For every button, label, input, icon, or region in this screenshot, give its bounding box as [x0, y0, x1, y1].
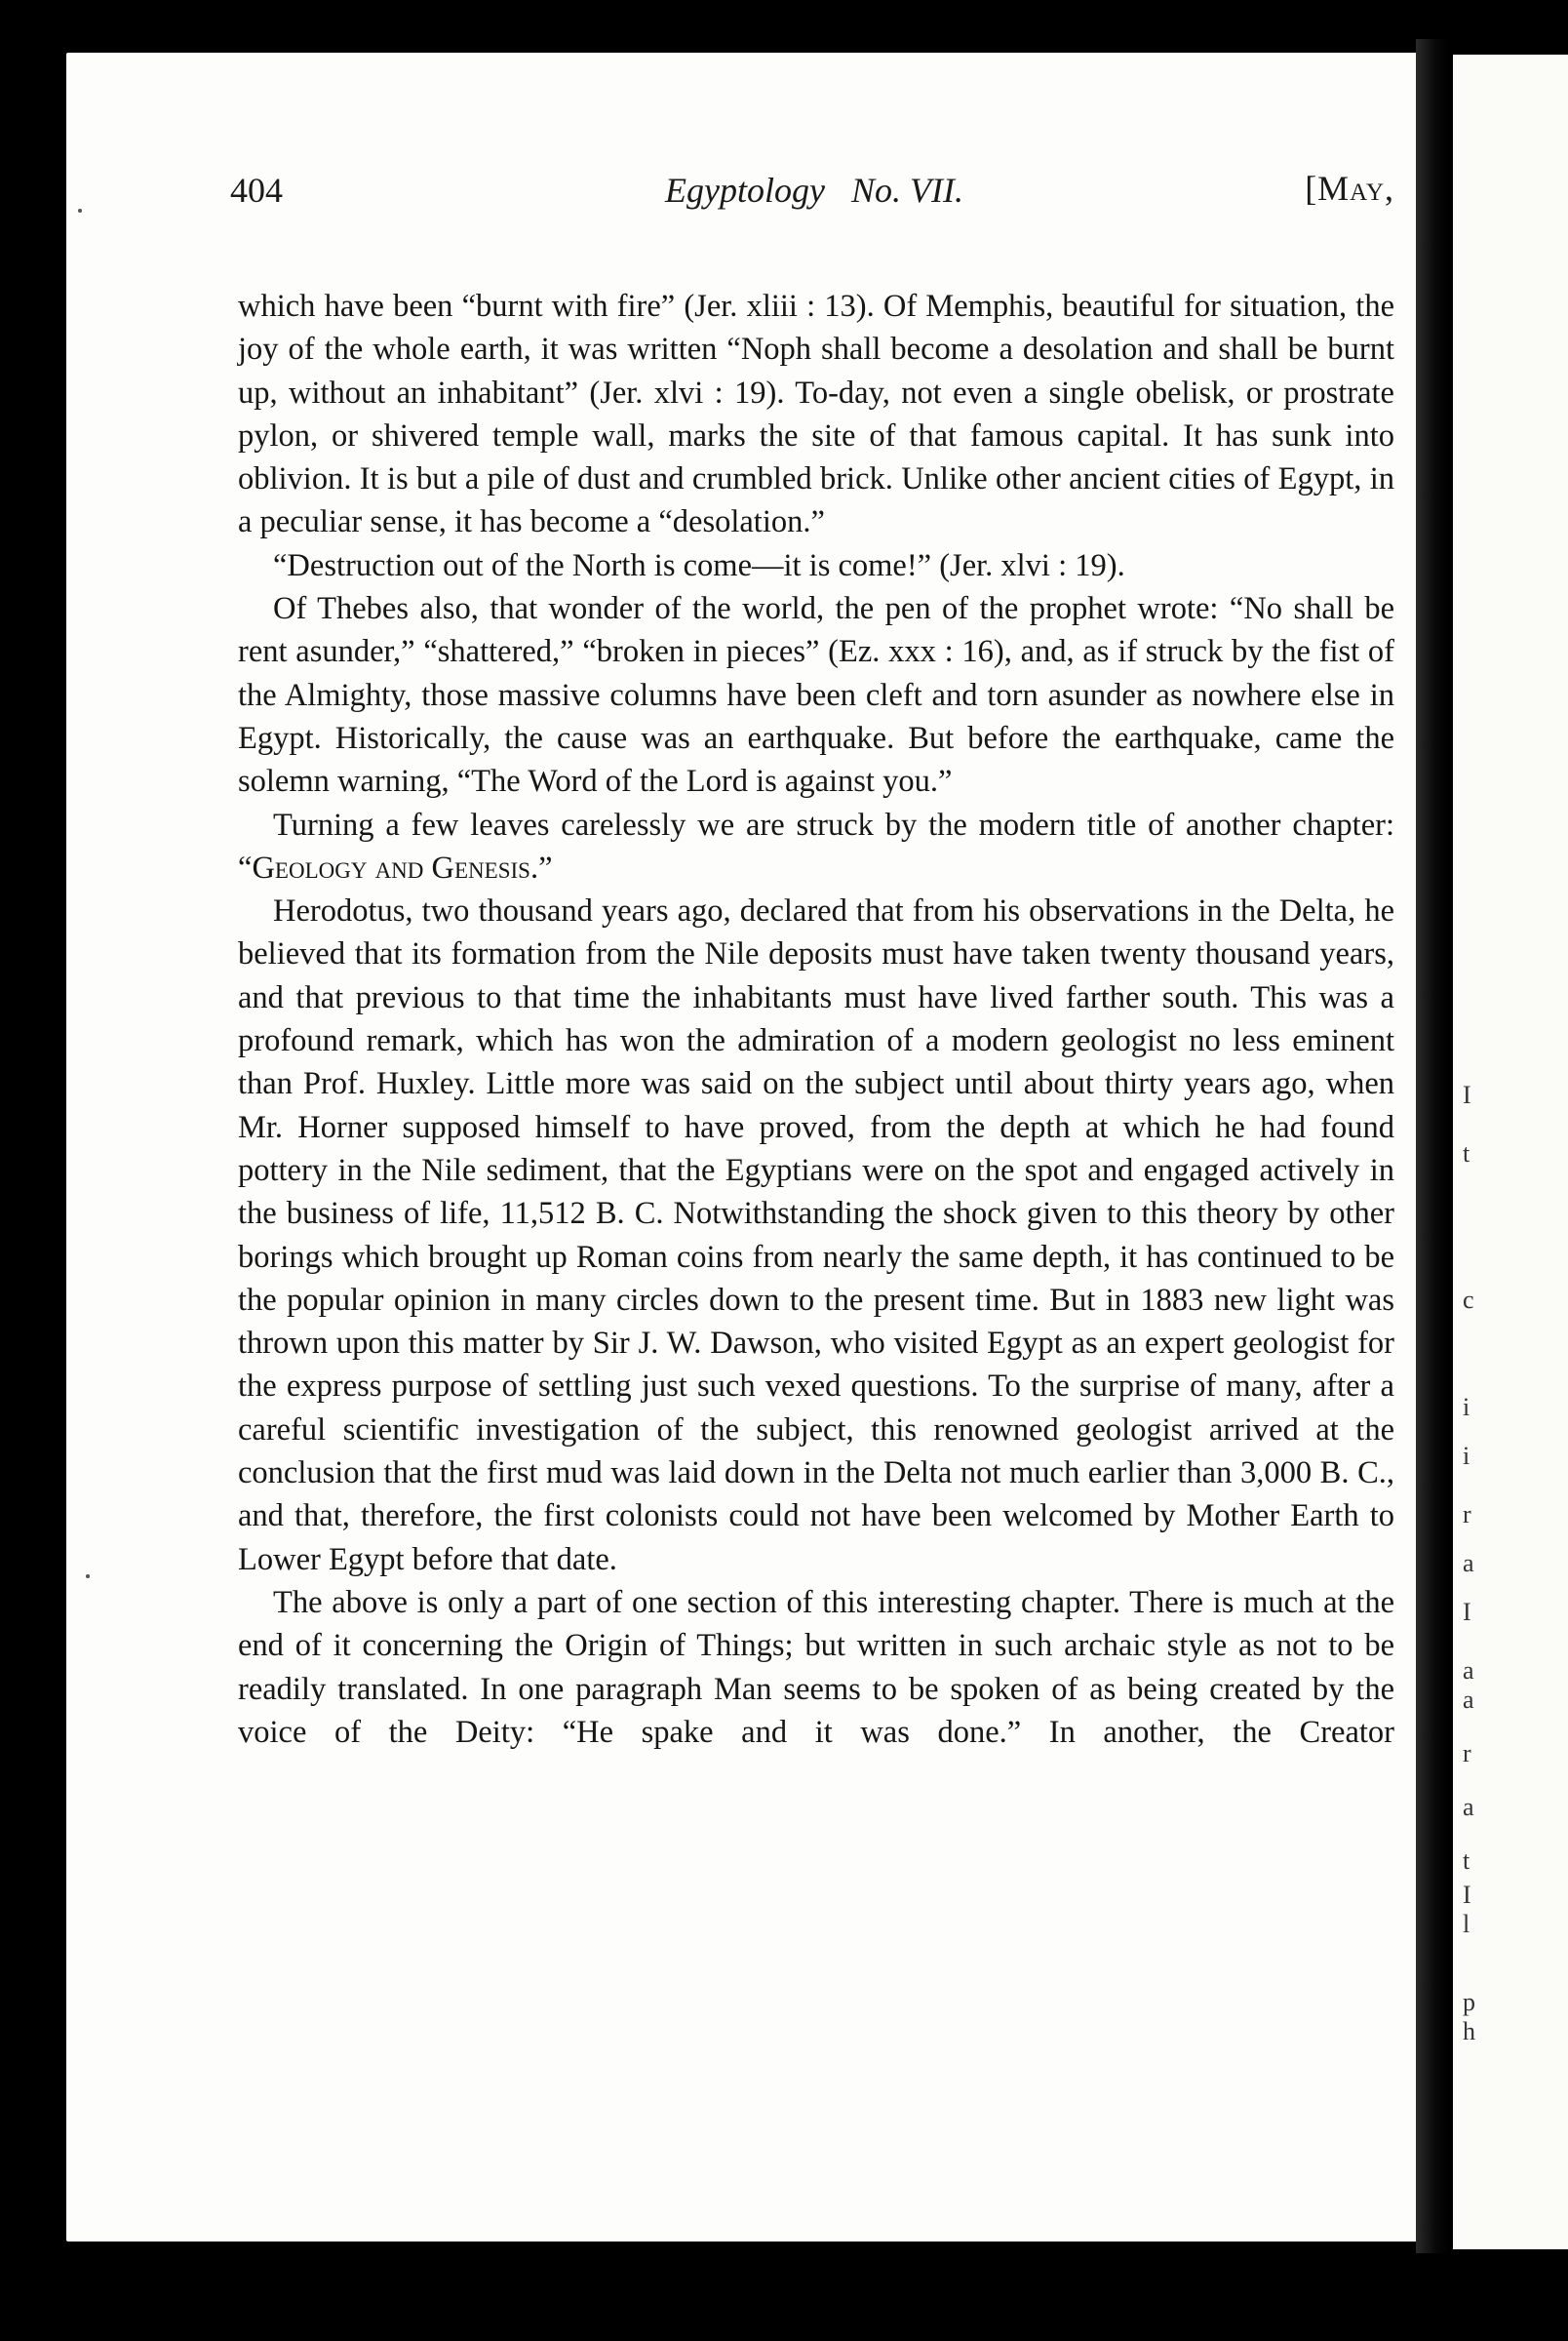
facing-page-letter: a — [1463, 1686, 1474, 1714]
facing-page-letter: l — [1463, 1910, 1470, 1938]
book-gutter — [1416, 39, 1449, 2253]
facing-page-letter: i — [1463, 1442, 1470, 1470]
facing-page-letter: r — [1463, 1739, 1471, 1767]
paragraph: which have been “burnt with fire” (Jer. xliii : 13). Of Memphis, beautiful for situation, the joy of the whole earth, it was written “Noph shall become a desolation and shall be burnt up, without an inhabitant” (Jer. xlvi : 19). To-day, not even a single obelisk, or prostrate pylon, or shivered temple wall, marks the site of that famous capital. It has sunk into oblivion. It is but a pile of dust and crumbled brick. Unlike other ancient cities of Egypt, in a peculiar sense, it has become a “desolation.” — [238, 289, 1394, 540]
margin-speck — [78, 209, 82, 213]
facing-page-letter: i — [1463, 1393, 1470, 1421]
facing-page-letter: a — [1463, 1656, 1474, 1685]
chapter-title: Geology and Genesis. — [252, 850, 539, 886]
margin-speck — [86, 1574, 90, 1578]
facing-page-letter: c — [1463, 1286, 1474, 1314]
facing-page-edge — [1453, 55, 1568, 2249]
facing-page-letter: I — [1463, 1881, 1471, 1909]
facing-page-letter: p — [1463, 1988, 1475, 2016]
paragraph: Herodotus, two thousand years ago, declared that from his observations in the Delta, he believed that its formation from the Nile deposits must have taken twenty thousand years, and that previous to that time the inhabitants must have lived farther south. This was a profound remark, which has won the admiration of a modern geologist no less eminent than Prof. Huxley. Little more was said on the subject until about thirty years ago, when Mr. Horner supposed himself to have proved, from the depth at which he had found pottery in the Nile sediment, that the Egyptians were on the spot and engaged actively in the business of life, 11,512 B. C. Notwithstanding the shock given to this theory by other borings which brought up Roman coins from nearly the same depth, it has continued to be the popular opinion in many circles down to the present time. But in 1883 new light was thrown upon this matter by Sir J. W. Dawson, who visited Egypt as an expert geologist for the express purpose of settling just such vexed questions. To the surprise of many, after a careful scientific investigation of the subject, this renowned geologist arrived at the conclusion that the first mud was laid down in the Delta not much earlier than 3,000 B. C., and that, therefore, the first colonists could not have been welcomed by Mother Earth to Lower Egypt before that date. — [238, 893, 1394, 1577]
running-header — [230, 164, 1398, 222]
body-text — [238, 285, 1394, 1754]
facing-page-letter: I — [1463, 1598, 1471, 1626]
facing-page-letter: a — [1463, 1793, 1474, 1821]
running-title: Egyptology No. VII. — [665, 171, 963, 210]
facing-page-letter: t — [1463, 1139, 1470, 1168]
running-month: [May, — [1305, 169, 1394, 208]
page-number: 404 — [230, 171, 283, 210]
facing-page-letter: I — [1463, 1081, 1471, 1109]
paragraph: Turning a few leaves carelessly we are struck by the modern title of another chapter: “Geology and Genesis.” — [238, 807, 1394, 886]
paragraph: The above is only a part of one section of this interesting chapter. There is much at the end of it concerning the Origin of Things; but written in such archaic style as not to be readily translated. In one paragraph Man seems to be spoken of as being created by the voice of the Deity: “He spake and it was done.” In another, the Creator — [238, 1584, 1394, 1750]
book-page — [66, 53, 1433, 2242]
paragraph: Of Thebes also, that wonder of the world, the pen of the prophet wrote: “No shall be rent asunder,” “shattered,” “broken in pieces” (Ez. xxx : 16), and, as if struck by the fist of the Almighty, those massive columns have been cleft and torn asunder as nowhere else in Egypt. Historically, the cause was an earthquake. But before the earthquake, came the solemn warning, “The Word of the Lord is against you.” — [238, 591, 1394, 800]
facing-page-letter: t — [1463, 1846, 1470, 1875]
facing-page-letter: r — [1463, 1500, 1471, 1528]
facing-page-letter: a — [1463, 1549, 1474, 1577]
paragraph: “Destruction out of the North is come—it is come!” (Jer. xlvi : 19). — [273, 547, 1125, 583]
facing-page-letter: h — [1463, 2017, 1475, 2045]
